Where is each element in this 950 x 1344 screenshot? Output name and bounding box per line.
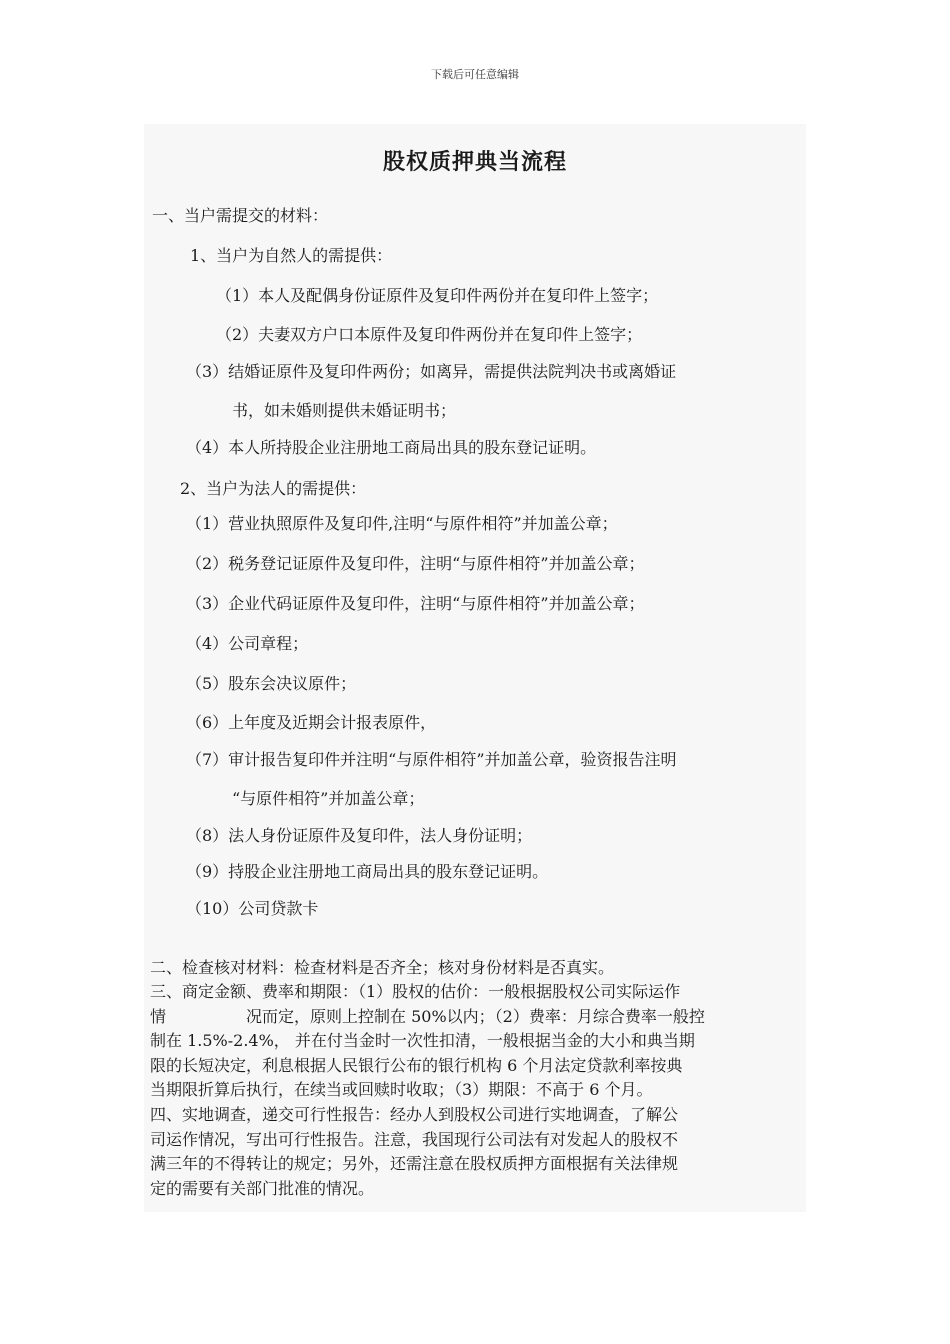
list-item: （2）夫妻双方户口本原件及复印件两份并在复印件上签字； — [216, 325, 643, 344]
section3-paragraph — [150, 980, 798, 1103]
natural-person-heading: 1、当户为自然人的需提供： — [190, 246, 393, 265]
paragraph-line: 制在 1.5%-2.4%， 并在付当金时一次性扣清，一般根据当金的大小和典当期 — [150, 1031, 695, 1050]
list-item: （6）上年度及近期会计报表原件， — [186, 713, 437, 732]
paragraph-line: 司运作情况，写出可行性报告。注意，我国现行公司法有对发起人的股权不 — [150, 1129, 679, 1149]
section2-paragraph: 二、检查核对材料：检查材料是否齐全；核对身份材料是否真实。 — [150, 958, 615, 977]
list-item: （2）税务登记证原件及复印件，注明“与原件相符”并加盖公章； — [186, 554, 645, 573]
list-item: （4）公司章程； — [186, 634, 309, 653]
list-item: （4）本人所持股企业注册地工商局出具的股东登记证明。 — [186, 438, 597, 457]
paragraph-line: 四、实地调查，递交可行性报告：经办人到股权公司进行实地调查，了解公 — [150, 1105, 679, 1124]
list-item: （3）结婚证原件及复印件两份；如离异，需提供法院判决书或离婚证 — [186, 362, 677, 381]
paragraph-line: 当期限折算后执行，在续当或回赎时收取；（3）期限：不高于 6 个月。 — [150, 1080, 653, 1099]
list-item: （8）法人身份证原件及复印件，法人身份证明； — [186, 826, 533, 845]
section4-paragraph — [150, 1103, 798, 1201]
list-item: （3）企业代码证原件及复印件，注明“与原件相符”并加盖公章； — [186, 594, 645, 613]
list-item: （10）公司贷款卡 — [186, 899, 319, 918]
list-item-continued: 书，如未婚则提供未婚证明书； — [232, 401, 457, 420]
list-item-continued: “与原件相符”并加盖公章； — [232, 789, 425, 808]
section1-heading: 一、当户需提交的材料： — [152, 206, 329, 225]
paragraph-line: 满三年的不得转让的规定；另外，还需注意在股权质押方面根据有关法律规 — [150, 1154, 679, 1173]
paragraph-line: 三、商定金额、费率和期限：（1）股权的估价：一般根据股权公司实际运作 — [150, 982, 681, 1001]
list-item: （1）营业执照原件及复印件,注明“与原件相符”并加盖公章； — [186, 514, 618, 533]
list-item: （9）持股企业注册地工商局出具的股东登记证明。 — [186, 862, 549, 881]
header-note: 下载后可任意编辑 — [431, 68, 519, 81]
list-item: （5）股东会决议原件； — [186, 674, 357, 693]
document-title: 股权质押典当流程 — [382, 149, 567, 175]
paragraph-line: 定的需要有关部门批准的情况。 — [150, 1178, 375, 1198]
list-item: （7）审计报告复印件并注明“与原件相符”并加盖公章，验资报告注明 — [186, 750, 677, 769]
list-item: （1）本人及配偶身份证原件及复印件两份并在复印件上签字； — [216, 286, 659, 305]
paragraph-line: 限的长短决定，利息根据人民银行公布的银行机构 6 个月法定贷款利率按典 — [150, 1055, 683, 1075]
legal-person-heading: 2、当户为法人的需提供： — [180, 479, 367, 498]
paragraph-line: 情 况而定，原则上控制在 50%以内；（2）费率：月综合费率一般控 — [150, 1006, 705, 1026]
